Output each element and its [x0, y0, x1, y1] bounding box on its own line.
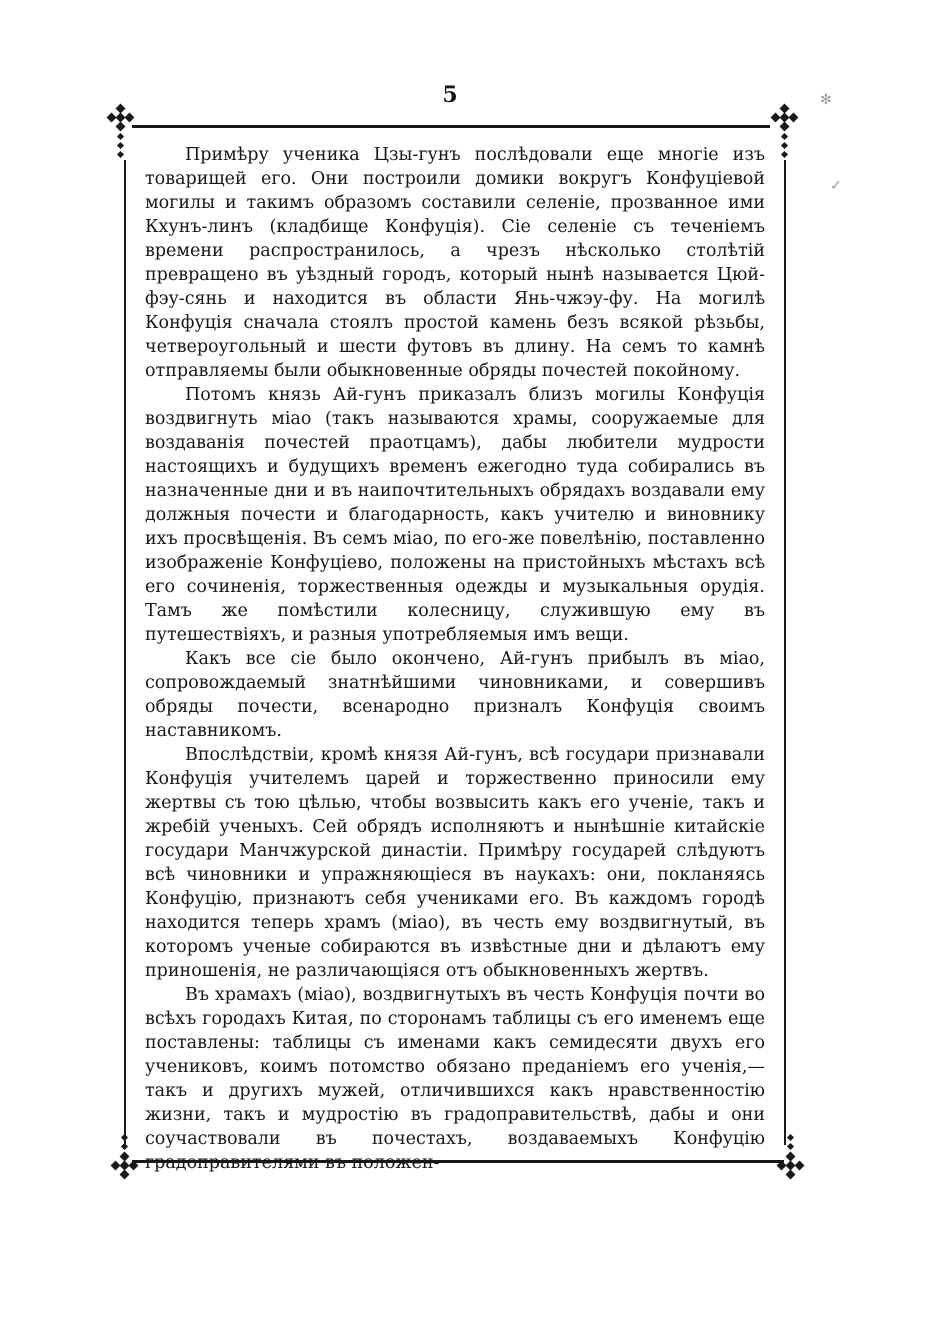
paragraph: Въ храмахъ (міао), воздвигнутыхъ въ честь Конфуція почти во всѣхъ городахъ Китая, по сторонамъ таблицы съ его именемъ еще поставлены: таблицы съ именами какъ семидесяти двухъ его учениковъ, коимъ потомство обязано преданіемъ его ученія,—такъ и другихъ мужей, отличившихся какъ нравственностію жизни, такъ и мудростію въ градоправительствѣ, дабы и они соучаствовали въ почестахъ, воздаваемыхъ Конфуцію градоправителями въ положен-: [145, 985, 765, 1173]
frame-left-rule: [124, 160, 126, 1145]
bottom-left-ornament-icon: [104, 1133, 146, 1193]
page-number: 5: [442, 82, 458, 108]
paragraph: Примѣру ученика Цзы-гунъ послѣдовали еще многіе изъ товарищей его. Они построили домики вокругъ Конфуціевой могилы и такимъ образомъ составили селеніе, прозванное ими Кхунъ-линъ (кладбище Конфуція). Сіе селеніе съ теченіемъ времени распространилось, а чрезъ нѣсколько столѣтій превращено въ уѣздный городъ, который нынѣ называется Цюй-фэу-сянь и находится въ области Янь-чжэу-фу. На могилѣ Конфуція сначала стоялъ простой камень безъ всякой рѣзьбы, четвероугольный и шести футовъ въ длину. На семъ то камнѣ отправляемы были обыкновенные обряды почестей покойному.: [145, 145, 765, 381]
paragraph: Потомъ князь Ай-гунъ приказалъ близъ могилы Конфуція воздвигнуть міао (такъ называются храмы, сооружаемые для воздаванія почестей праотцамъ), дабы любители мудрости настоящихъ и будущихъ временъ ежегодно туда собирались въ назначенные дни и въ наипочтительныхъ обрядахъ воздавали ему должныя почести и благодарность, какъ учителю и виновнику ихъ просвѣщенія. Въ семъ міао, по его-же повелѣнію, поставленно изображеніе Конфуціево, положены на пристойныхъ мѣстахъ всѣ его сочиненія, торжественныя одежды и музыкальныя орудія. Тамъ же помѣстили колесницу, служившую ему въ путешествіяхъ, и разныя употребляемыя имъ вещи.: [145, 385, 765, 645]
bottom-right-ornament-icon: [770, 1133, 812, 1193]
top-right-ornament-icon: [764, 103, 806, 163]
page-body-text: [145, 143, 765, 1175]
frame-right-rule: [784, 160, 786, 1145]
paragraph: Впослѣдствіи, кромѣ князя Ай-гунъ, всѣ государи признавали Конфуція учителемъ царей и торжественно приносили ему жертвы съ тою цѣлью, чтобы возвысить какъ его ученіе, такъ и жребій ученыхъ. Сей обрядъ исполняютъ и нынѣшніе китайскіе государи Манчжурской династіи. Примѣру государей слѣдуютъ всѣ чиновники и упражняющіеся въ наукахъ: они, покланяясь Конфуцію, признаютъ себя учениками его. Въ каждомъ городѣ находится теперь храмъ (міао), въ честь ему воздвигнутый, въ которомъ ученые собираются въ извѣстные дни и дѣлаютъ ему приношенія, не различающіяся отъ обыкновенныхъ жертвъ.: [145, 745, 765, 981]
frame-top-rule: [132, 125, 770, 128]
margin-mark: ✻: [820, 92, 832, 108]
paragraph: Какъ все сіе было окончено, Ай-гунъ прибылъ въ міао, сопровождаемый знатнѣйшими чиновниками, и совершивъ обряды почести, всенародно призналъ Конфуція своимъ наставникомъ.: [145, 649, 765, 741]
margin-check-mark: ✓: [830, 178, 842, 194]
top-left-ornament-icon: [100, 103, 142, 163]
